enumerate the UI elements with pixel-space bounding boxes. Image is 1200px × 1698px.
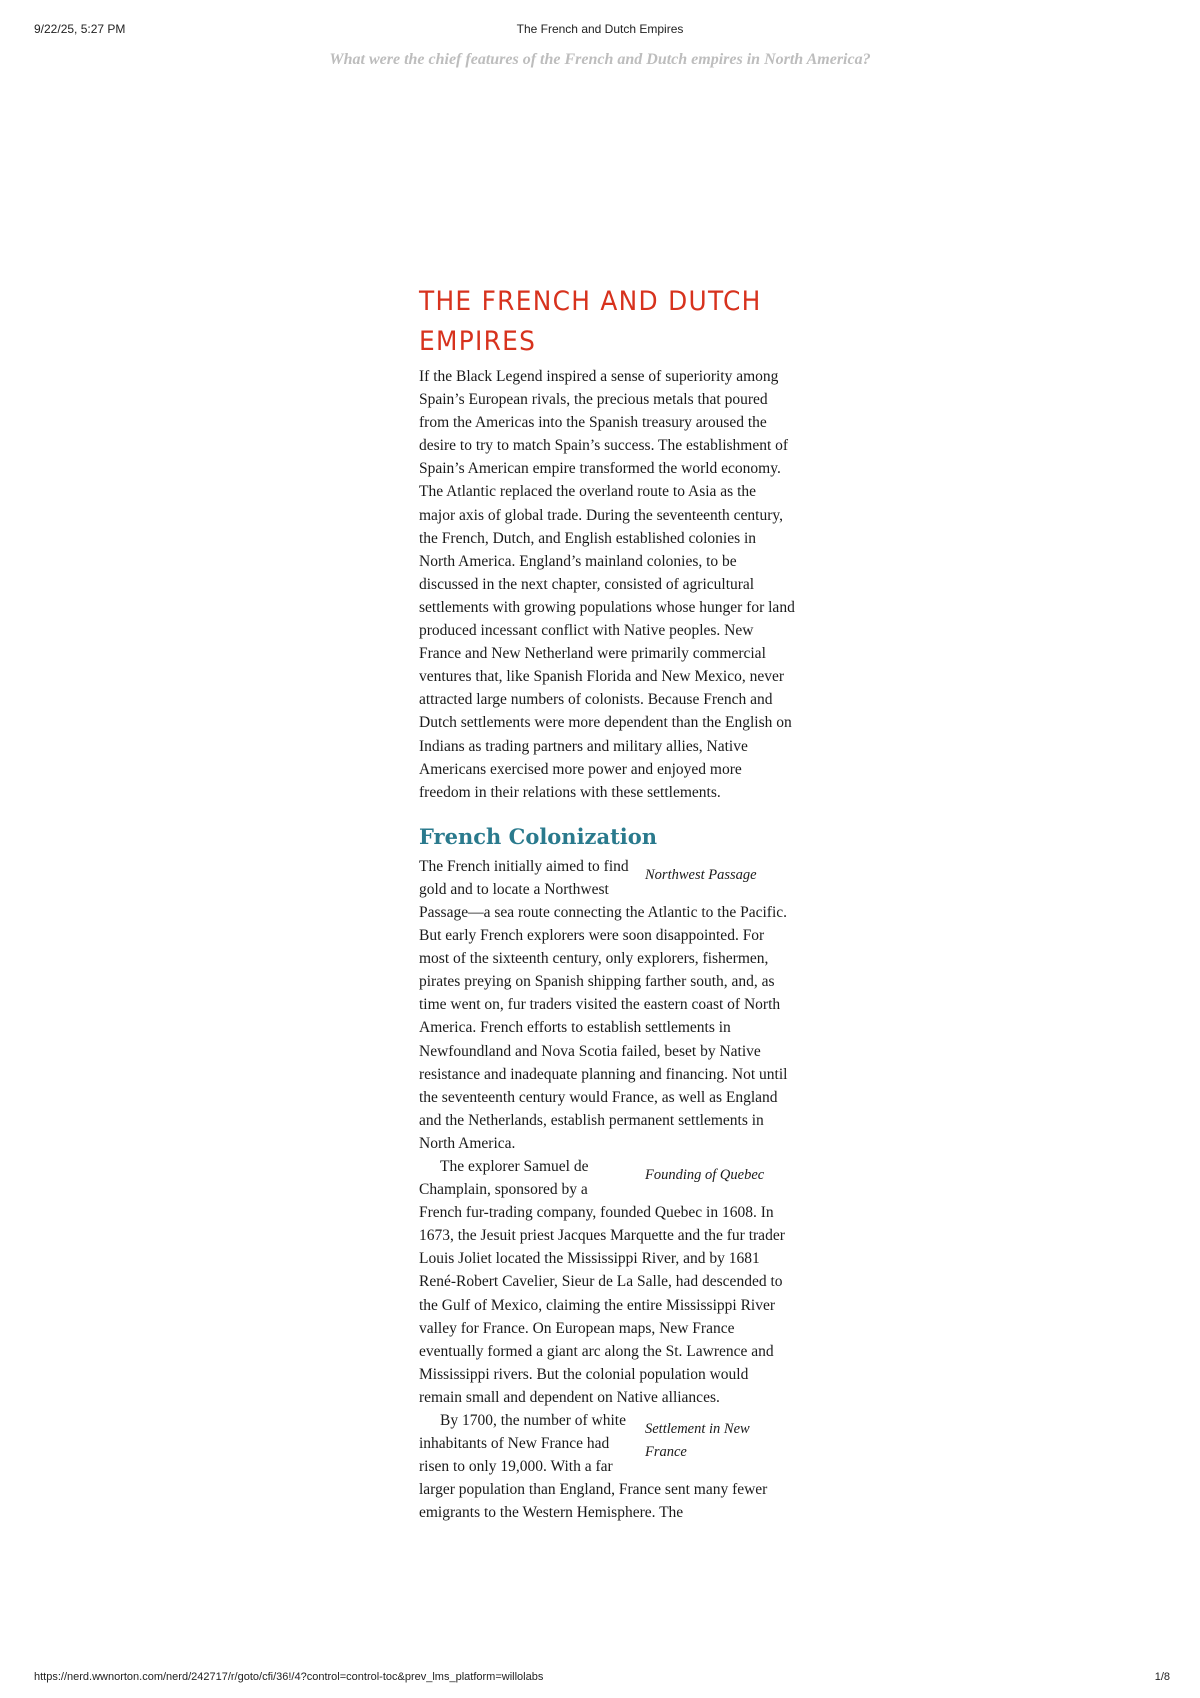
margin-note-founding-of-quebec: Founding of Quebec xyxy=(645,1167,765,1183)
focus-question: What were the chief features of the French and Dutch empires in North America? xyxy=(329,51,871,68)
paragraph-text: The explorer Samuel de Champlain, sponsored by a French fur-trading company, founded Quebec in 1608. In 1673, the Jesuit priest Jacques Marquette and the fur trader Louis Joliet located the Mississippi River, and by 1681 René-Robert Cavelier, Sieur de La Salle, had descended to the Gulf of Mexico, claiming the entire Mississippi River valley for France. On European maps, New France eventually formed a giant arc along the St. Lawrence and Mississippi rivers. But the colonial population would remain small and dependent on Native alliances. xyxy=(419,1158,785,1406)
chapter-title xyxy=(419,282,765,362)
chapter-title-line-2: EMPIRES xyxy=(419,326,537,357)
print-datetime: 9/22/25, 5:27 PM xyxy=(34,22,126,36)
print-document-title: The French and Dutch Empires xyxy=(516,22,684,36)
intro-paragraph: If the Black Legend inspired a sense of superiority among Spain’s European rivals, the precious metals that poured from the Americas into the Spanish treasury aroused the desire to try to match Spain’s success. The establishment of Spain’s American empire transformed the world economy. The Atlantic replaced the overland route to Asia as the major axis of global trade. During the seventeenth century, the French, Dutch, and English established colonies in North America. England’s mainland colonies, to be discussed in the next chapter, consisted of agricultural settlements with growing populations whose hunger for land produced incessant conflict with Native peoples. New France and New Netherland were primarily commercial ventures that, like Spanish Florida and New Mexico, never attracted large numbers of colonists. Because French and Dutch settlements were more dependent than the English on Indians as trading partners and military allies, Native Americans exercised more power and enjoyed more freedom in their relations with these settlements. xyxy=(419,368,795,801)
section-heading: French Colonization xyxy=(419,823,658,849)
content-column xyxy=(419,282,795,1525)
paragraph-founding-of-quebec xyxy=(419,1155,795,1409)
paragraph-settlement-in-new-france xyxy=(419,1409,795,1524)
paragraph-text: The French initially aimed to find gold and to locate a Northwest Passage—a sea route connecting the Atlantic to the Pacific. But early French explorers were soon disappointed. For most of the sixteenth century, only explorers, fishermen, pirates preying on Spanish shipping farther south, and, as time went on, fur traders visited the eastern coast of North America. French efforts to establish settlements in Newfoundland and Nova Scotia failed, beset by Native resistance and inadequate planning and financing. Not until the seventeenth century would France, as well as England and the Netherlands, establish permanent settlements in North America. xyxy=(419,857,788,1152)
margin-note-settlement-in-new-france: Settlement in New France xyxy=(645,1421,750,1461)
chapter-title-line-1: THE FRENCH AND DUTCH xyxy=(419,286,762,317)
page-number: 1/8 xyxy=(1154,1671,1170,1683)
margin-note-northwest-passage: Northwest Passage xyxy=(645,866,757,883)
paragraph-text: By 1700, the number of white inhabitants of New France had risen to only 19,000. With a far larger population than England, France sent many fewer emigrants to the Western Hemisphere. The xyxy=(419,1412,768,1522)
paragraph-northwest-passage xyxy=(419,855,795,1155)
footer-url: https://nerd.wwnorton.com/nerd/242717/r/goto/cfi/36!/4?control=control-toc&prev_lms_platform=willolabs xyxy=(34,1671,544,1683)
